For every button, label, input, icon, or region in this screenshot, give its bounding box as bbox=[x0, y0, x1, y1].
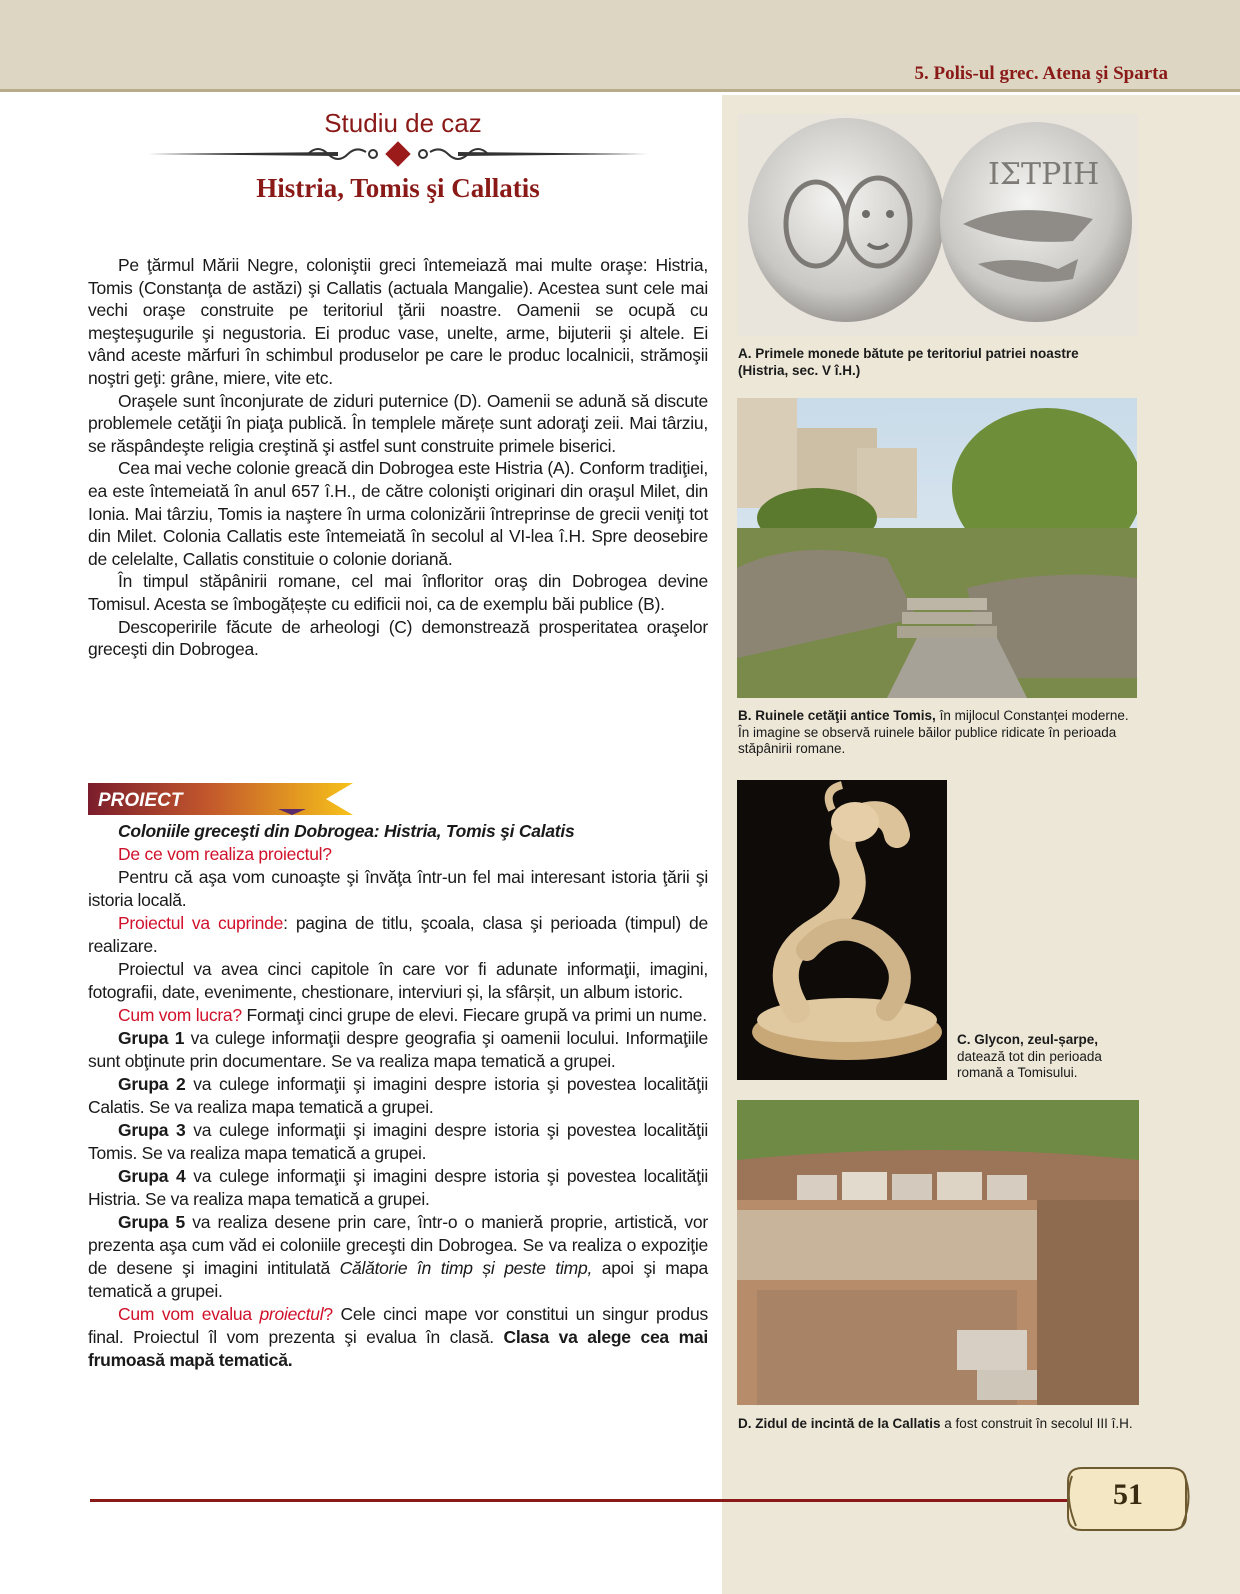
case-study-title: Histria, Tomis şi Callatis bbox=[256, 173, 540, 203]
project-question-evaluate: Cum vom evalua bbox=[118, 1304, 260, 1324]
text-span: va culege informaţii şi imagini despre istoria şi povestea localităţii Tomis. Se va realiza mapa tematică a grupei. bbox=[88, 1120, 708, 1163]
project-subtitle: Coloniile greceşti din Dobrogea: Histria, Tomis şi Calatis bbox=[118, 821, 575, 841]
paragraph bbox=[88, 1004, 708, 1027]
figure-a-caption: A. Primele monede bătute pe teritoriul patriei noastre (Histria, sec. V î.H.) bbox=[738, 346, 1079, 378]
coin-legend: ΙΣΤΡΙΗ bbox=[988, 157, 1100, 192]
text-span: apoi şi mapa tematică a grupei. bbox=[88, 1258, 708, 1301]
text-span: Clasa va alege cea mai frumoasă mapă tematică. bbox=[88, 1327, 708, 1370]
caption-bold: D. Zidul de incintă de la Callatis bbox=[738, 1416, 941, 1431]
figure-d-callatis-wall-image bbox=[737, 1100, 1139, 1405]
caption-bold: B. Ruinele cetăţii antice Tomis, bbox=[738, 708, 936, 723]
paragraph: Pe ţărmul Mării Negre, coloniştii greci întemeiază mai multe oraşe: Histria, Tomis (Constanţa de astăzi) şi Callatis (actuala Mangalie). Acestea sunt cele mai vechi oraşe construite pe teritoriul ţării noastre. Oamenii se ocupă cu meşteşugurile şi negustoria. Ei produc vase, unelte, arme, bijuterii şi altele. Ei vând aceste mărfuri în schimbul produselor pe care le produc localnicii, strămoşii noştri geţi: grâne, miere, vite etc. bbox=[88, 255, 708, 388]
text-span: va realiza desene prin care, într-o o manieră proprie, artistică, vor prezenta aşa cum văd ei coloniile greceşti din Dobrogea. Se va realiza o expoziţie de desene şi imagini intitulată bbox=[88, 1212, 708, 1278]
figure-d-caption bbox=[738, 1416, 1138, 1433]
group-label: Grupa 3 bbox=[118, 1120, 186, 1140]
text-span: ? bbox=[323, 1304, 333, 1324]
text-span: Călătorie în timp și peste timp, bbox=[339, 1258, 593, 1278]
caption-text: în mijlocul Constanței moderne. În imagine se observă ruinele băilor publice ridicate în perioada stăpânirii romane. bbox=[738, 708, 1129, 756]
text-span: Cele cinci mape vor constitui un singur produs final. Proiectul îl vom prezenta şi evalua în clasă. bbox=[88, 1304, 708, 1347]
text-span: Formaţi cinci grupe de elevi. Fiecare grupă va primi un nume. bbox=[241, 1005, 707, 1025]
footer-divider bbox=[90, 1499, 1070, 1502]
paragraph: În timpul stăpânirii romane, cel mai înfloritor oraş din Dobrogea devine Tomisul. Acesta se îmbogățește cu edificii noi, ca de exemplu băi publice (B). bbox=[88, 571, 708, 614]
ornament-divider-icon bbox=[148, 141, 648, 167]
caption-text: datează tot din perioada romană a Tomisului. bbox=[957, 1048, 1102, 1080]
figure-b-tomis-ruins-image bbox=[737, 398, 1137, 698]
chapter-title: 5. Polis-ul grec. Atena şi Sparta bbox=[914, 63, 1168, 84]
paragraph: Descoperirile făcute de arheologi (C) demonstrează prosperitatea oraşelor greceşti din Dobrogea. bbox=[88, 616, 708, 660]
case-study-body bbox=[88, 254, 708, 661]
case-study-label: Studiu de caz bbox=[324, 108, 482, 138]
paragraph bbox=[88, 912, 708, 958]
caption-text: a fost construit în secolul III î.H. bbox=[940, 1416, 1133, 1431]
paragraph: Proiectul va avea cinci capitole în care vor fi adunate informaţii, imagini, fotografii, date, evenimente, chestionare, interviuri și, la sfârșit, un album istoric. bbox=[88, 959, 708, 1002]
project-banner-label: PROIECT bbox=[98, 790, 183, 811]
group-label: Grupa 4 bbox=[118, 1166, 186, 1186]
group-1 bbox=[88, 1027, 708, 1073]
caption-bold: C. Glycon, zeul-șarpe, bbox=[957, 1032, 1099, 1047]
project-banner bbox=[88, 783, 353, 815]
page-number: 51 bbox=[1113, 1478, 1143, 1511]
text-span: : pagina de titlu, şcoala, clasa şi perioada (timpul) de realizare. bbox=[88, 913, 708, 956]
paragraph: Oraşele sunt înconjurate de ziduri puternice (D). Oamenii se adună să discute problemele cetăţii în piaţa publică. În templele mărețe sunt adoraţi zeii. Mai târziu, se răspândeşte religia creştină şi astfel sunt construite primele biserici. bbox=[88, 390, 708, 456]
project-body bbox=[88, 820, 708, 1372]
group-label: Grupa 1 bbox=[118, 1028, 185, 1048]
project-question-how: Cum vom lucra? bbox=[118, 1005, 242, 1025]
paragraph: Cea mai veche colonie greacă din Dobrogea este Histria (A). Conform tradiţiei, ea este întemeiată în anul 657 î.H., de către colonişti originari din oraşul Milet, din Ionia. Mai târziu, Tomis ia naştere în urma colonizării întreprinse de grecii veniţi tot din Milet. Colonia Callatis este întemeiată în secolul al VI-lea î.H. Spre deosebire de celelalte, Callatis constituie o colonie doriană. bbox=[88, 458, 708, 569]
group-label: Grupa 2 bbox=[118, 1074, 186, 1094]
group-4 bbox=[88, 1165, 708, 1211]
project-question-why: De ce vom realiza proiectul? bbox=[118, 844, 332, 864]
group-label: Grupa 5 bbox=[118, 1212, 186, 1232]
group-3 bbox=[88, 1119, 708, 1165]
group-2 bbox=[88, 1073, 708, 1119]
text-span: va culege informaţii şi imagini despre istoria şi povestea localităţii Histria. Se va realiza mapa tematică a grupei. bbox=[88, 1166, 708, 1209]
text-span: proiectul bbox=[259, 1304, 324, 1324]
figure-c-caption bbox=[957, 1032, 1137, 1082]
case-study-header bbox=[88, 108, 708, 204]
group-5 bbox=[88, 1211, 708, 1303]
figure-b-caption bbox=[738, 708, 1138, 758]
paragraph: Pentru că aşa vom cunoaşte şi învăţa într-un fel mai interesant istoria ţării şi istoria locală. bbox=[88, 867, 708, 910]
text-span: va culege informaţii şi imagini despre istoria şi povestea localităţii Calatis. Se va realiza mapa tematică a grupei. bbox=[88, 1074, 708, 1117]
paragraph bbox=[88, 1303, 708, 1372]
project-question-content: Proiectul va cuprinde bbox=[118, 913, 284, 933]
figure-c-glycon-statue-image bbox=[737, 780, 947, 1080]
figure-a-coins-image bbox=[738, 114, 1138, 336]
text-span: va culege informaţii despre geografia şi oamenii locului. Informaţiile sunt obţinute prin documentare. Se va realiza mapa tematică a grupei. bbox=[88, 1028, 709, 1071]
